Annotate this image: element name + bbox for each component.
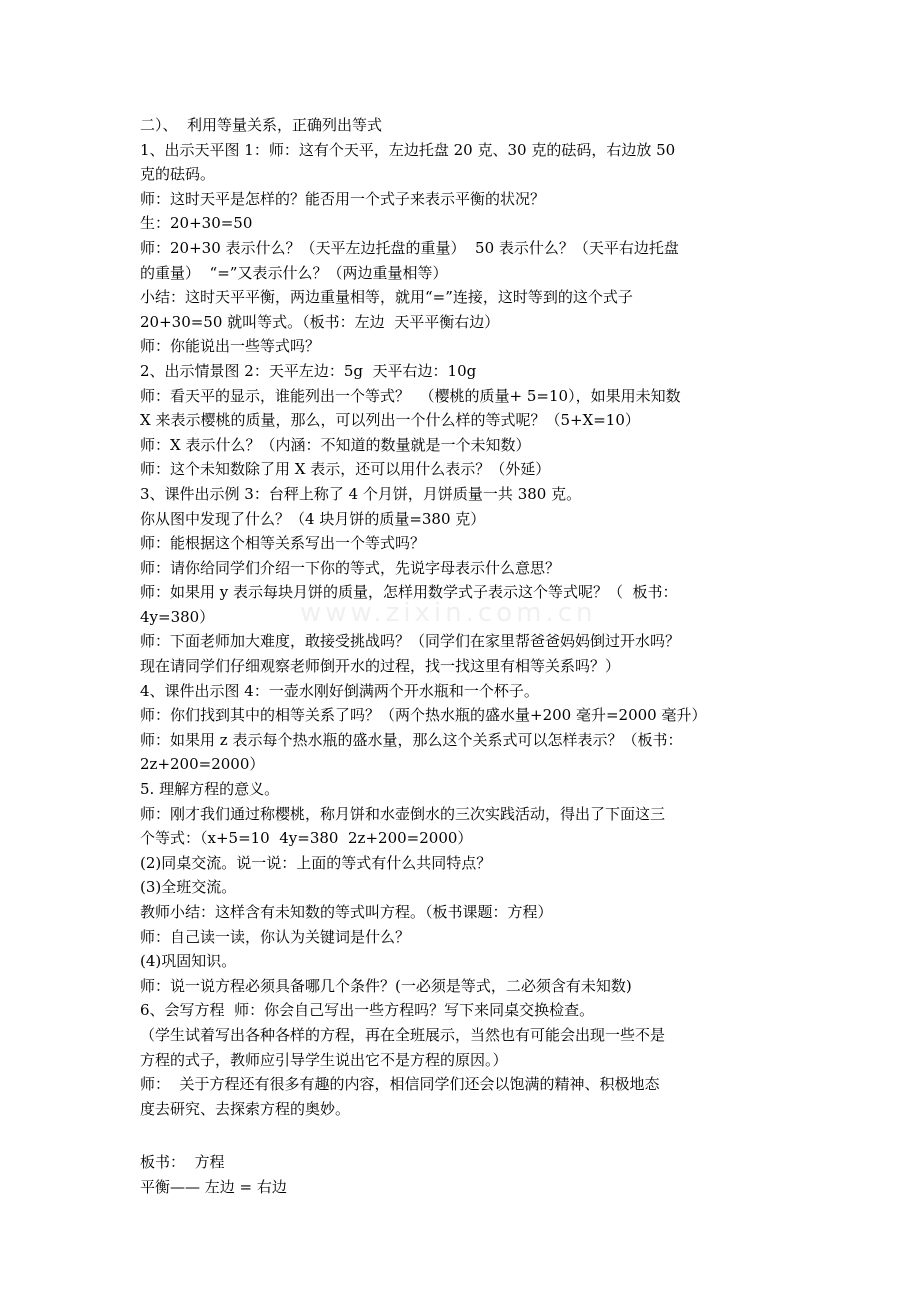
text-line: 师：下面老师加大难度，敢接受挑战吗？（同学们在家里帮爸爸妈妈倒过开水吗？: [140, 632, 681, 651]
text-line: 生：20+30=50: [140, 214, 253, 233]
text-line: 你从图中发现了什么？（4 块月饼的质量=380 克）: [140, 509, 486, 528]
text-line: 4y=380）: [140, 607, 215, 626]
text-line: (2)同桌交流。说一说：上面的等式有什么共同特点？: [140, 853, 492, 872]
text-line: 度去研究、去探索方程的奥妙。: [140, 1099, 351, 1118]
text-line: (3)全班交流。: [140, 878, 237, 897]
text-line: 5. 理解方程的意义。: [140, 780, 280, 799]
text-line: (4)巩固知识。: [140, 952, 237, 971]
text-line: 师：20+30 表示什么？（天平左边托盘的重量） 50 表示什么？（天平右边托盘: [140, 238, 679, 257]
text-line: 6、会写方程 师：你会自己写出一些方程吗？写下来同桌交换检查。: [140, 1001, 595, 1020]
text-line: （学生试着写出各种各样的方程，再在全班展示，当然也有可能会出现一些不是: [140, 1025, 666, 1044]
text-line: 小结：这时天平平衡，两边重量相等，就用“=”连接，这时等到的这个式子: [140, 288, 633, 307]
text-line: 师：说一说方程必须具备哪几个条件？(一必须是等式，二必须含有未知数): [140, 976, 632, 995]
text-line: 20+30=50 就叫等式。（板书：左边 天平平衡右边）: [140, 312, 500, 331]
text-line: 的重量） “=”又表示什么？（两边重量相等）: [140, 263, 448, 282]
text-line: 师：X 表示什么？（内涵：不知道的数量就是一个未知数）: [140, 435, 531, 454]
text-line: 方程的式子，教师应引导学生说出它不是方程的原因。）: [140, 1050, 508, 1069]
text-line: 师：你能说出一些等式吗？: [140, 337, 321, 356]
text-line: 3、课件出示例 3：台秤上称了 4 个月饼，月饼质量一共 380 克。: [140, 484, 582, 503]
text-line: 师：刚才我们通过称樱桃，称月饼和水壶倒水的三次实践活动，得出了下面这三: [140, 804, 666, 823]
text-line: 克的砝码。: [140, 165, 216, 184]
text-line: 师： 关于方程还有很多有趣的内容，相信同学们还会以饱满的精神、积极地态: [140, 1075, 660, 1094]
text-line: 师：如果用 y 表示每块月饼的质量，怎样用数学式子表示这个等式呢？（ 板书：: [140, 583, 678, 602]
text-line: 师：请你给同学们介绍一下你的等式，先说字母表示什么意思？: [140, 558, 561, 577]
text-line: 1、出示天平图 1：师：这有个天平，左边托盘 20 克、30 克的砝码，右边放 50: [140, 140, 676, 159]
text-line: 现在请同学们仔细观察老师倒开水的过程，找一找这里有相等关系吗？）: [140, 657, 621, 676]
text-line: 师：这个未知数除了用 X 表示，还可以用什么表示？（外延）: [140, 460, 551, 479]
text-line: 师：自己读一读，你认为关键词是什么？: [140, 927, 411, 946]
board-title: 板书： 方程: [140, 1152, 225, 1171]
text-line: 师：如果用 z 表示每个热水瓶的盛水量，那么这个关系式可以怎样表示？（板书：: [140, 730, 683, 749]
text-line: X 来表示樱桃的质量，那么，可以列出一个什么样的等式呢？（5+X=10）: [140, 411, 640, 430]
document-body: [140, 113, 800, 1199]
text-line: 2z+200=2000）: [140, 755, 265, 774]
blank-line: [140, 1121, 800, 1146]
watermark: www.zixin.com.cn: [300, 598, 597, 628]
text-line: 师：看天平的显示，谁能列出一个等式？ （樱桃的质量+ 5=10），如果用未知数: [140, 386, 681, 405]
section-heading: 二）、 利用等量关系，正确列出等式: [140, 116, 383, 134]
board-equation: 平衡—— 左边 = 右边: [140, 1177, 287, 1196]
text-line: 师：这时天平是怎样的？能否用一个式子来表示平衡的状况？: [140, 189, 546, 208]
text-line: 教师小结：这样含有未知数的等式叫方程。（板书课题：方程）: [140, 903, 553, 921]
text-line: 个等式：（x+5=10 4y=380 2z+200=2000）: [140, 829, 473, 848]
text-line: 4、课件出示图 4：一壶水刚好倒满两个开水瓶和一个杯子。: [140, 681, 539, 700]
text-line: 2、出示情景图 2：天平左边：5g 天平右边：10g: [140, 361, 477, 380]
text-line: 师：能根据这个相等关系写出一个等式吗？: [140, 534, 426, 553]
text-line: 师：你们找到其中的相等关系了吗？（两个热水瓶的盛水量+200 毫升=2000 毫升）: [140, 706, 707, 725]
